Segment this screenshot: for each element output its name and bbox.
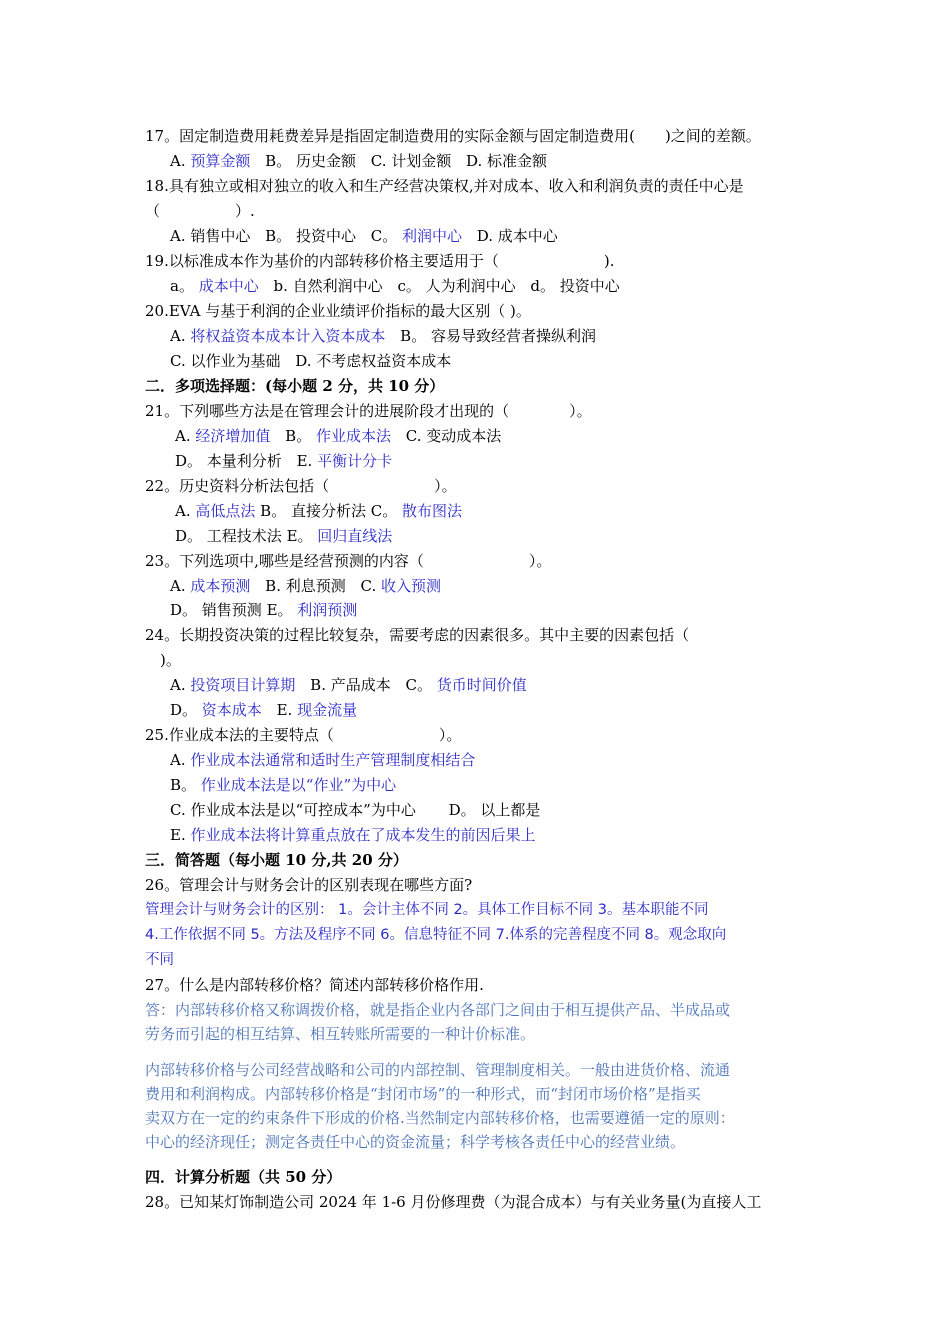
q23-options-abc: A. 成本预测 B. 利息预测 C. 收入预测 <box>170 577 442 595</box>
q17-option-a: 预算金额 <box>190 152 251 170</box>
q21-option-e: 平衡计分卡 <box>317 452 393 470</box>
q27-answer-line-4: 费用和利润构成。内部转移价格是“封闭市场”的一种形式，而“封闭市场价格”是指买 <box>145 1085 701 1103</box>
q19-option-c: c。 人为利润中心 <box>397 277 516 295</box>
q25-option-e-line: E. 作业成本法将计算重点放在了成本发生的前因后果上 <box>170 826 536 844</box>
q20-option-d: D. 不考虑权益资本成本 <box>295 352 452 370</box>
q23-stem: 23。下列选项中,哪些是经营预测的内容（ ）。 <box>145 552 552 570</box>
q24-option-a: 投资项目计算期 <box>190 676 296 694</box>
q27-answer-line-1: 答：内部转移价格又称调拨价格，就是指企业内各部门之间由于相互提供产品、半成品或 <box>145 1001 731 1019</box>
q17-option-d: D. 标准金额 <box>466 152 548 170</box>
q24-option-c: 货币时间价值 <box>436 676 527 694</box>
q18-option-d: D. 成本中心 <box>476 227 558 245</box>
q20-options-ab: A. 将权益资本成本计入资本成本 B。 容易导致经营者操纵利润 <box>170 327 596 345</box>
q23-option-b: B. 利息预测 <box>265 577 346 595</box>
q19-options: a。 成本中心 b. 自然利润中心 c。 人为利润中心 d。 投资中心 <box>170 277 620 295</box>
q25-option-b: 作业成本法是以“作业”为中心 <box>200 776 397 794</box>
q25-option-a-line: A. 作业成本法通常和适时生产管理制度相结合 <box>170 751 476 769</box>
q25-option-b-line: B。 作业成本法是以“作业”为中心 <box>170 776 397 794</box>
q19-option-d: d。 投资中心 <box>530 277 620 295</box>
q17-option-c: C. 计划金额 <box>370 152 452 170</box>
q18-option-b: B。 投资中心 <box>265 227 356 245</box>
q21-option-b: 作业成本法 <box>315 427 391 445</box>
q21-option-d: D。 本量利分析 <box>175 452 282 470</box>
q18-stem-continued: （ ）. <box>145 202 255 220</box>
q19-option-b: b. 自然利润中心 <box>273 277 383 295</box>
q27-answer-line-3: 内部转移价格与公司经营战略和公司的内部控制、管理制度相关。一般由进货价格、流通 <box>145 1061 731 1079</box>
q24-options-abc: A. 投资项目计算期 B. 产品成本 C。 货币时间价值 <box>170 676 527 694</box>
q20-options-cd <box>170 351 840 371</box>
q20-option-a: 将权益资本成本计入资本成本 <box>190 327 386 345</box>
q17-options: A. 预算金额 B。 历史金额 C. 计划金额 D. 标准金额 <box>170 152 548 170</box>
q17-option-b: B。 历史金额 <box>265 152 356 170</box>
section-2-heading: 二．多项选择题：(每小题 2 分，共 10 分） <box>145 377 445 395</box>
q24-stem-continued: )。 <box>160 651 181 669</box>
q22-option-e: 回归直线法 <box>317 527 393 545</box>
q22-option-d: D。 工程技术法 <box>175 527 282 545</box>
q20-option-b: B。 容易导致经营者操纵利润 <box>400 327 596 345</box>
q19-stem: 19.以标准成本作为基价的内部转移价格主要适用于（ ). <box>145 252 615 270</box>
q27-answer-line-6: 中心的经济现任；测定各责任中心的资金流量；科学考核各责任中心的经营业绩。 <box>145 1133 686 1151</box>
q25-option-c: C. 作业成本法是以“可控成本”为中心 <box>170 801 416 819</box>
q19-option-a: 成本中心 <box>198 277 259 295</box>
q25-option-d: D。 以上都是 <box>448 801 541 819</box>
q26-answer-line-3: 不同 <box>145 952 174 968</box>
q21-options-abc: A. 经济增加值 B。 作业成本法 C. 变动成本法 <box>175 427 502 445</box>
q18-options: A. 销售中心 B。 投资中心 C。 利润中心 D. 成本中心 <box>170 227 558 245</box>
q27-answer-line-5: 卖双方在一定的约束条件下形成的价格.当然制定内部转移价格，也需要遵循一定的原则： <box>145 1109 735 1127</box>
q25-option-a: 作业成本法通常和适时生产管理制度相结合 <box>190 751 476 769</box>
q21-option-c: C. 变动成本法 <box>405 427 502 445</box>
q25-options-cd <box>170 800 840 820</box>
section-3-heading: 三．简答题（每小题 10 分,共 20 分） <box>145 851 408 869</box>
q23-options-de: D。 销售预测 E。 利润预测 <box>170 601 358 619</box>
q22-option-b: B。 直接分析法 <box>260 502 366 520</box>
q22-option-a: 高低点法 <box>195 502 256 520</box>
q22-options-abc: A. 高低点法 B。 直接分析法 C。 散布图法 <box>175 502 463 520</box>
q21-option-a: 经济增加值 <box>195 427 271 445</box>
q24-option-d: 资本成本 <box>201 701 262 719</box>
section-4-heading: 四．计算分析题（共 50 分） <box>145 1168 342 1186</box>
q27-answer-line-2: 劳务而引起的相互结算、相互转账所需要的一种计价标准。 <box>145 1025 536 1043</box>
q17-stem: 17。固定制造费用耗费差异是指固定制造费用的实际金额与固定制造费用( )之间的差额。 <box>145 127 761 145</box>
q27-stem: 27。什么是内部转移价格？简述内部转移价格作用. <box>145 976 484 994</box>
q18-option-a: A. 销售中心 <box>170 227 251 245</box>
q25-option-e: 作业成本法将计算重点放在了成本发生的前因后果上 <box>190 826 536 844</box>
q24-stem: 24。长期投资决策的过程比较复杂，需要考虑的因素很多。其中主要的因素包括（ <box>145 626 690 644</box>
q21-options-de: D。 本量利分析 E. 平衡计分卡 <box>175 452 393 470</box>
q23-option-e: 利润预测 <box>297 601 358 619</box>
q22-options-de: D。 工程技术法 E。 回归直线法 <box>175 527 393 545</box>
q24-option-e: 现金流量 <box>297 701 358 719</box>
q18-stem: 18.具有独立或相对独立的收入和生产经营决策权,并对成本、收入和利润负责的责任中心是 <box>145 177 744 195</box>
q23-option-d: D。 销售预测 <box>170 601 262 619</box>
q26-answer-line-2: 4.工作依据不同 5。方法及程序不同 6。信息特征不同 7.体系的完善程度不同 8。观念取向 <box>145 927 727 943</box>
q25-stem: 25.作业成本法的主要特点（ ）。 <box>145 726 462 744</box>
q20-option-c: C. 以作业为基础 <box>170 352 281 370</box>
q23-option-a: 成本预测 <box>190 577 251 595</box>
q24-option-b: B. 产品成本 <box>310 676 391 694</box>
q18-option-c: 利润中心 <box>401 227 462 245</box>
q24-options-de: D。 资本成本 E. 现金流量 <box>170 701 358 719</box>
q26-stem: 26。管理会计与财务会计的区别表现在哪些方面? <box>145 876 473 894</box>
q23-option-c: 收入预测 <box>381 577 442 595</box>
q22-option-c: 散布图法 <box>402 502 463 520</box>
q21-stem: 21。下列哪些方法是在管理会计的进展阶段才出现的（ ）。 <box>145 402 592 420</box>
q20-stem: 20.EVA 与基于利润的企业业绩评价指标的最大区别（ )。 <box>145 302 531 320</box>
q22-stem: 22。历史资料分析法包括（ ）。 <box>145 477 457 495</box>
q28-stem: 28。已知某灯饰制造公司 2024 年 1-6 月份修理费（为混合成本）与有关业务量(为直接人工 <box>145 1193 762 1211</box>
q26-answer-line-1: 管理会计与财务会计的区别： 1。会计主体不同 2。具体工作目标不同 3。基本职能不同 <box>145 902 709 918</box>
